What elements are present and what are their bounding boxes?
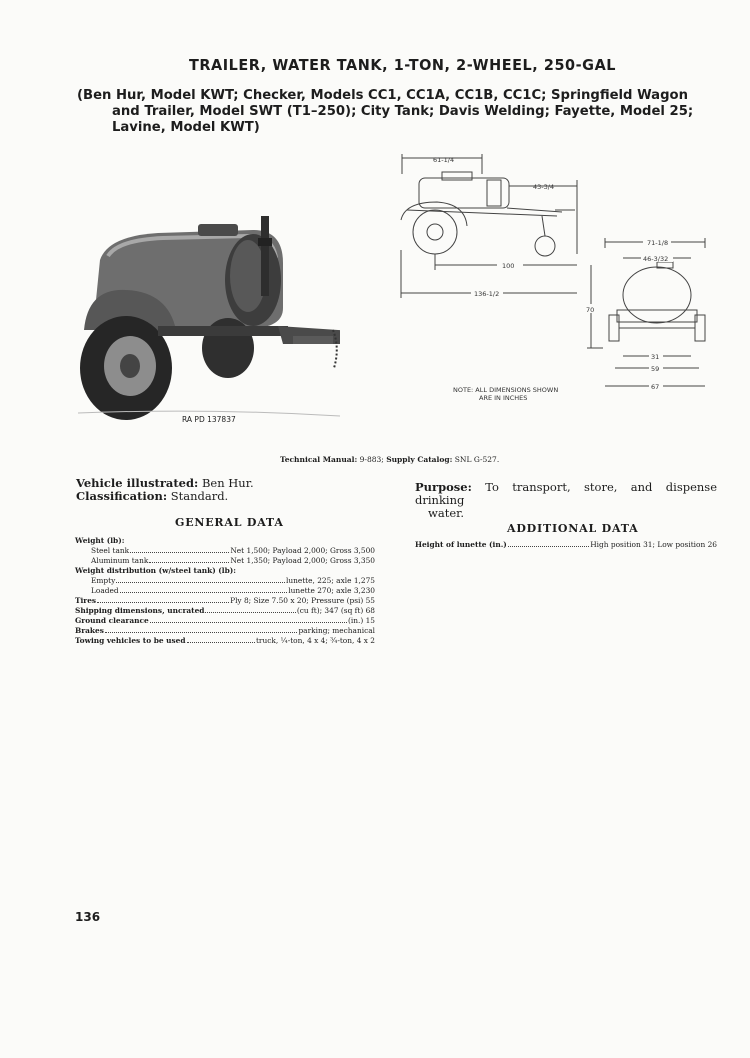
dimension-diagram <box>387 150 725 412</box>
additional-data-table <box>415 540 717 550</box>
subtitle-line-2: and Trailer, Model SWT (T1–250); City Tank; Davis Welding; Fayette, Model 25; <box>112 104 694 119</box>
shipping-dimensions-label: Shipping dimensions, uncrated <box>75 606 205 615</box>
aluminum-tank-value: Net 1,350; Payload 2,000; Gross 3,350 <box>230 556 375 565</box>
weight-heading: Weight (lb): <box>75 536 125 545</box>
lunette-height-label: Height of lunette (in.) <box>415 540 507 549</box>
tires-value: Ply 8; Size 7.50 x 20; Pressure (psi) 55 <box>230 596 375 605</box>
trailer-photo <box>78 208 340 426</box>
tires-label: Tires <box>75 596 97 605</box>
vehicle-illustrated-label: Vehicle illustrated: <box>76 476 199 490</box>
ground-clearance-row <box>75 616 375 626</box>
steel-tank-label: Steel tank <box>91 546 130 555</box>
empty-row <box>75 576 375 586</box>
classification-value: Standard. <box>170 489 229 503</box>
purpose-label: Purpose: <box>415 480 472 494</box>
lunette-height-row <box>415 540 717 550</box>
loaded-value: lunette 270; axle 3,230 <box>288 586 375 595</box>
purpose <box>415 481 717 520</box>
steel-tank-row <box>75 546 375 556</box>
dim-46-3-32: 46-3/32 <box>643 255 669 263</box>
dimension-note-line-2: ARE IN INCHES <box>479 394 528 402</box>
ground-clearance-value: (in.) 15 <box>348 616 375 625</box>
side-view <box>401 154 577 298</box>
general-data-heading: GENERAL DATA <box>175 516 284 529</box>
dim-61-1-4: 61-1/4 <box>433 156 455 164</box>
classification-label: Classification: <box>76 489 168 503</box>
models-subtitle <box>77 88 727 136</box>
page-number: 136 <box>75 910 101 924</box>
dim-136-1-2: 136-1/2 <box>474 290 500 298</box>
dimension-note-line-1: NOTE: ALL DIMENSIONS SHOWN <box>453 386 559 394</box>
loaded-label: Loaded <box>91 586 119 595</box>
sc-value: SNL G-527. <box>454 455 500 464</box>
additional-data-heading: ADDITIONAL DATA <box>507 522 639 535</box>
weight-distribution-heading: Weight distribution (w/steel tank) (lb): <box>75 566 237 575</box>
dim-100: 100 <box>502 262 515 270</box>
shipping-dimensions-row <box>75 606 375 616</box>
photo-label: RA PD 137837 <box>182 415 236 424</box>
sc-label: Supply Catalog: <box>386 455 453 464</box>
dim-70: 70 <box>586 306 595 314</box>
towing-vehicles-row <box>75 636 375 646</box>
brakes-row <box>75 626 375 636</box>
steel-tank-value: Net 1,500; Payload 2,000; Gross 3,500 <box>230 546 375 555</box>
dim-59: 59 <box>651 365 660 373</box>
brakes-label: Brakes <box>75 626 104 635</box>
tires-row <box>75 596 375 606</box>
brakes-value: parking; mechanical <box>298 626 375 635</box>
purpose-line-2: water. <box>428 506 465 520</box>
subtitle-line-3: Lavine, Model KWT) <box>112 120 260 135</box>
catalog-caption <box>280 455 499 464</box>
towing-vehicles-label: Towing vehicles to be used <box>75 636 186 645</box>
empty-label: Empty <box>91 576 116 585</box>
aluminum-tank-label: Aluminum tank <box>91 556 149 565</box>
purpose-line-1: To transport, store, and dispense drinking <box>415 480 717 507</box>
tm-label: Technical Manual: <box>280 455 358 464</box>
page-title: TRAILER, WATER TANK, 1-TON, 2-WHEEL, 250-GAL <box>188 56 617 74</box>
subtitle-line-1: (Ben Hur, Model KWT; Checker, Models CC1, CC1A, CC1B, CC1C; Springfield Wagon <box>77 88 688 103</box>
dim-31: 31 <box>651 353 660 361</box>
loaded-row <box>75 586 375 596</box>
towing-vehicles-value: truck, ¼-ton, 4 x 4; ¾-ton, 4 x 2 <box>255 636 375 645</box>
lunette-height-value: High position 31; Low position 26 <box>590 540 717 549</box>
tm-value: 9-883; <box>359 455 384 464</box>
vehicle-info <box>76 477 254 503</box>
aluminum-tank-row <box>75 556 375 566</box>
vehicle-illustrated-value: Ben Hur. <box>201 476 254 490</box>
dim-67: 67 <box>651 383 660 391</box>
ground-clearance-label: Ground clearance <box>75 616 149 625</box>
empty-value: lunette, 225; axle 1,275 <box>285 576 375 585</box>
dim-43-3-4: 43-3/4 <box>533 183 555 191</box>
shipping-dimensions-value: (cu ft); 347 (sq ft) 68 <box>296 606 375 615</box>
general-data-table <box>75 536 375 646</box>
dim-71-1-8: 71-1/8 <box>647 239 669 247</box>
